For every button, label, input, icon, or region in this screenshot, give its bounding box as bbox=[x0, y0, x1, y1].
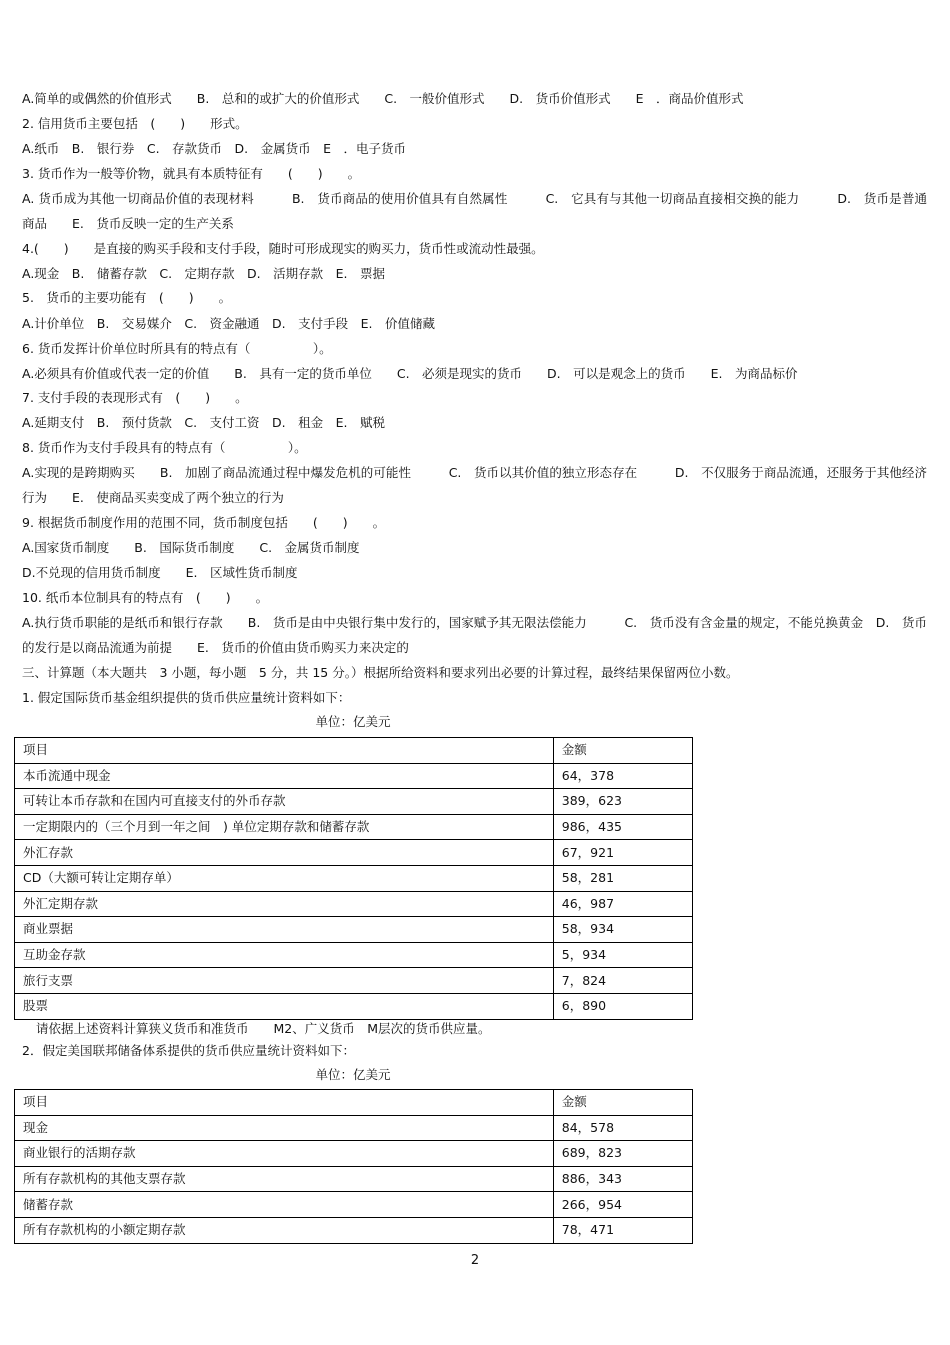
row-amount: 58，281 bbox=[553, 865, 692, 891]
row-amount: 46，987 bbox=[553, 891, 692, 917]
row-item: 商业银行的活期存款 bbox=[15, 1141, 554, 1167]
q3-options: A. 货币成为其他一切商品价值的表现材料 B. 货币商品的使用价值具有自然属性 C. 它具有与其他一切商品直接相交换的能力 D. 货币是普通商品 E. 货币反映一定的生产关系 bbox=[22, 191, 927, 231]
table-row bbox=[15, 1115, 693, 1141]
row-item: 旅行支票 bbox=[15, 968, 554, 994]
table2-unit: 单位：亿美元 bbox=[315, 1067, 391, 1082]
q2-options: A.纸币 B. 银行券 C. 存款货币 D. 金属货币 E ．电子货币 bbox=[22, 141, 407, 156]
row-item: 本币流通中现金 bbox=[15, 763, 554, 789]
calc-q1-intro: 1. 假定国际货币基金组织提供的货币供应量统计资料如下： bbox=[22, 690, 351, 705]
q2-stem: 2. 信用货币主要包括 ( ) 形式。 bbox=[22, 116, 248, 131]
table-row bbox=[15, 917, 693, 943]
q9-options-b: D.不兑现的信用货币制度 E. 区域性货币制度 bbox=[22, 565, 298, 580]
table-row bbox=[15, 763, 693, 789]
q3-stem: 3. 货币作为一般等价物，就具有本质特征有 ( ) 。 bbox=[22, 166, 361, 181]
table-header-amount: 金额 bbox=[553, 738, 692, 764]
table-row bbox=[15, 1192, 693, 1218]
q10-stem: 10. 纸币本位制具有的特点有 ( ) 。 bbox=[22, 590, 269, 605]
row-amount: 986，435 bbox=[553, 814, 692, 840]
row-item: 所有存款机构的小额定期存款 bbox=[15, 1217, 554, 1243]
table-header-item: 项目 bbox=[15, 738, 554, 764]
row-item: 外汇存款 bbox=[15, 840, 554, 866]
q7-stem: 7. 支付手段的表现形式有 ( ) 。 bbox=[22, 390, 248, 405]
q4-options: A.现金 B. 储蓄存款 C. 定期存款 D. 活期存款 E. 票据 bbox=[22, 266, 386, 281]
row-amount: 78，471 bbox=[553, 1217, 692, 1243]
row-amount: 64，378 bbox=[553, 763, 692, 789]
table-row bbox=[15, 865, 693, 891]
table-row bbox=[15, 789, 693, 815]
q5-options: A.计价单位 B. 交易媒介 C. 资金融通 D. 支付手段 E. 价值储藏 bbox=[22, 316, 436, 331]
table-header-row bbox=[15, 1090, 693, 1116]
row-item: 商业票据 bbox=[15, 917, 554, 943]
table-row bbox=[15, 1141, 693, 1167]
table-row bbox=[15, 840, 693, 866]
row-item: 外汇定期存款 bbox=[15, 891, 554, 917]
row-amount: 389，623 bbox=[553, 789, 692, 815]
table-row bbox=[15, 968, 693, 994]
q7-options: A.延期支付 B. 预付货款 C. 支付工资 D. 租金 E. 赋税 bbox=[22, 415, 386, 430]
row-amount: 58，934 bbox=[553, 917, 692, 943]
q8-options: A.实现的是跨期购买 B. 加剧了商品流通过程中爆发危机的可能性 C. 货币以其价值的独立形态存在 D. 不仅服务于商品流通，还服务于其他经济行为 E. 使商品买卖变成了两个独立的行为 bbox=[22, 465, 927, 505]
row-amount: 7，824 bbox=[553, 968, 692, 994]
row-item: 一定期限内的（三个月到一年之间 ) 单位定期存款和储蓄存款 bbox=[15, 814, 554, 840]
q9-stem: 9. 根据货币制度作用的范围不同，货币制度包括 ( ) 。 bbox=[22, 515, 386, 530]
q5-stem: 5. 货币的主要功能有 ( ) 。 bbox=[22, 290, 232, 305]
q9-options-a: A.国家货币制度 B. 国际货币制度 C. 金属货币制度 bbox=[22, 540, 360, 555]
table-row bbox=[15, 891, 693, 917]
q8-stem: 8. 货币作为支付手段具有的特点有（ ）。 bbox=[22, 440, 307, 455]
q10-options: A.执行货币职能的是纸币和银行存款 B. 货币是由中央银行集中发行的，国家赋予其无限法偿能力 C. 货币没有含金量的规定，不能兑换黄金 D. 货币的发行是以商品流通为前提 E. 货币的价值由货币购买力来决定的 bbox=[22, 615, 927, 655]
row-item: 股票 bbox=[15, 993, 554, 1019]
row-amount: 67，921 bbox=[553, 840, 692, 866]
table2 bbox=[14, 1089, 693, 1244]
row-amount: 266，954 bbox=[553, 1192, 692, 1218]
table-header-amount: 金额 bbox=[553, 1090, 692, 1116]
q1-options: A.简单的或偶然的价值形式 B. 总和的或扩大的价值形式 C. 一般价值形式 D. 货币价值形式 E ．商品价值形式 bbox=[22, 91, 744, 106]
calc-q1-instruction: 请依据上述资料计算狭义货币和准货币 M2、广义货币 M层次的货币供应量。 bbox=[36, 1021, 491, 1036]
table-row bbox=[15, 1166, 693, 1192]
q4-stem: 4.( ) 是直接的购买手段和支付手段，随时可形成现实的购买力，货币性或流动性最强。 bbox=[22, 241, 544, 256]
row-amount: 6，890 bbox=[553, 993, 692, 1019]
table-row bbox=[15, 1217, 693, 1243]
table-header-row bbox=[15, 738, 693, 764]
q6-options: A.必须具有价值或代表一定的价值 B. 具有一定的货币单位 C. 必须是现实的货币 D. 可以是观念上的货币 E. 为商品标价 bbox=[22, 366, 798, 381]
row-item: CD（大额可转让定期存单） bbox=[15, 865, 554, 891]
row-amount: 5，934 bbox=[553, 942, 692, 968]
section-three-heading: 三、计算题（本大题共 3 小题，每小题 5 分，共 15 分。）根据所给资料和要求列出必要的计算过程，最终结果保留两位小数。 bbox=[22, 665, 739, 680]
row-amount: 689，823 bbox=[553, 1141, 692, 1167]
page-number: 2 bbox=[470, 1253, 480, 1268]
row-amount: 84，578 bbox=[553, 1115, 692, 1141]
row-item: 储蓄存款 bbox=[15, 1192, 554, 1218]
table-row bbox=[15, 942, 693, 968]
table-header-item: 项目 bbox=[15, 1090, 554, 1116]
table-row bbox=[15, 814, 693, 840]
row-amount: 886，343 bbox=[553, 1166, 692, 1192]
calc-q2-intro: 2．假定美国联邦储备体系提供的货币供应量统计资料如下： bbox=[22, 1043, 355, 1058]
row-item: 可转让本币存款和在国内可直接支付的外币存款 bbox=[15, 789, 554, 815]
q6-stem: 6. 货币发挥计价单位时所具有的特点有（ ）。 bbox=[22, 341, 332, 356]
row-item: 现金 bbox=[15, 1115, 554, 1141]
table1 bbox=[14, 737, 693, 1020]
table1-unit: 单位：亿美元 bbox=[315, 714, 391, 729]
row-item: 互助金存款 bbox=[15, 942, 554, 968]
row-item: 所有存款机构的其他支票存款 bbox=[15, 1166, 554, 1192]
